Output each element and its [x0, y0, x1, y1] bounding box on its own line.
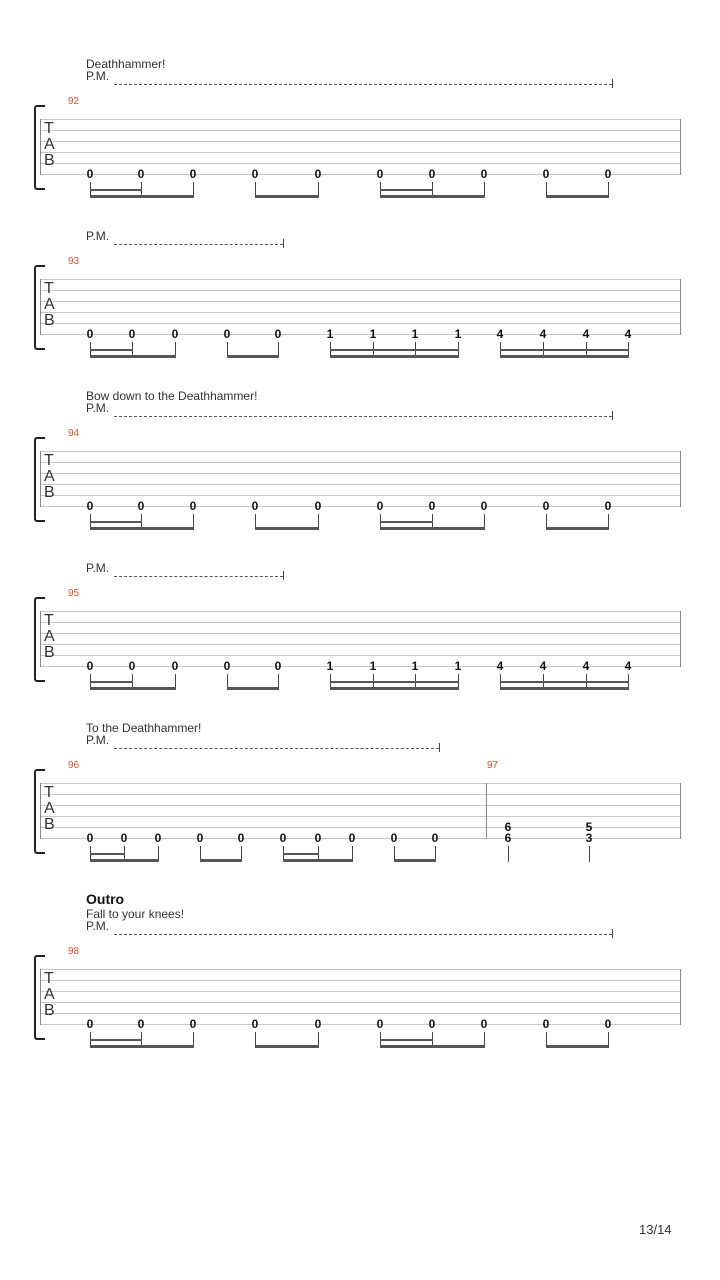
staff-line — [40, 644, 681, 645]
tab-note: 0 — [189, 1017, 197, 1031]
tab-clef-b: B — [44, 644, 55, 661]
tab-note: 4 — [624, 327, 632, 341]
barline-end — [680, 119, 681, 175]
staff-line — [40, 119, 681, 120]
tab-note: 4 — [496, 327, 504, 341]
tab-note: 0 — [376, 1017, 384, 1031]
staff-line — [40, 611, 681, 612]
staff-line — [40, 816, 681, 817]
tab-note: 0 — [314, 167, 322, 181]
staff-line — [40, 484, 681, 485]
tab-note: 0 — [251, 1017, 259, 1031]
tab-note: 1 — [454, 659, 462, 673]
tab-clef-a: A — [44, 136, 55, 153]
measure-number: 96 — [68, 760, 80, 771]
staff-line — [40, 451, 681, 452]
note-beam — [255, 1045, 319, 1048]
tab-note: 4 — [539, 327, 547, 341]
note-beam-secondary — [500, 349, 629, 351]
tab-note: 0 — [274, 659, 282, 673]
tab-clef-t: T — [44, 784, 54, 801]
note-beam — [546, 1045, 609, 1048]
tab-chord-note: 6 — [504, 820, 512, 834]
staff-line — [40, 633, 681, 634]
tab-note: 4 — [582, 327, 590, 341]
palm-mute-label: P.M. — [86, 229, 110, 243]
tab-note: 0 — [428, 1017, 436, 1031]
tab-note: 0 — [86, 167, 94, 181]
staff-line — [40, 969, 681, 970]
note-beam — [500, 687, 629, 690]
tab-note: 0 — [223, 327, 231, 341]
tab-note: 0 — [480, 499, 488, 513]
tab-note: 0 — [86, 327, 94, 341]
tab-clef-a: A — [44, 800, 55, 817]
tab-clef-b: B — [44, 816, 55, 833]
staff-line — [40, 323, 681, 324]
tab-note: 4 — [582, 659, 590, 673]
lyric-text: Bow down to the Deathhammer! — [86, 389, 258, 403]
tab-note: 0 — [86, 659, 94, 673]
barline-end — [680, 783, 681, 839]
tab-note: 0 — [314, 1017, 322, 1031]
barline-measure — [486, 783, 487, 839]
note-beam — [283, 859, 353, 862]
tab-note: 0 — [542, 499, 550, 513]
note-beam — [90, 687, 176, 690]
staff-line — [40, 152, 681, 153]
tab-clef-t: T — [44, 452, 54, 469]
note-beam — [227, 687, 279, 690]
tab-note: 0 — [431, 831, 439, 845]
staff-line — [40, 141, 681, 142]
tab-note: 1 — [454, 327, 462, 341]
staff-line — [40, 991, 681, 992]
tab-note: 0 — [189, 167, 197, 181]
tab-note: 0 — [128, 327, 136, 341]
tab-note: 0 — [120, 831, 128, 845]
note-beam — [90, 355, 176, 358]
note-beam — [90, 195, 194, 198]
note-beam-secondary — [380, 189, 433, 191]
note-beam-secondary — [90, 681, 133, 683]
staff-line — [40, 495, 681, 496]
staff-line — [40, 980, 681, 981]
staff-line — [40, 655, 681, 656]
staff-line — [40, 473, 681, 474]
tab-note: 4 — [624, 659, 632, 673]
tab-note: 0 — [390, 831, 398, 845]
tab-note: 0 — [86, 1017, 94, 1031]
tab-note: 0 — [154, 831, 162, 845]
note-beam — [330, 355, 459, 358]
note-beam — [90, 527, 194, 530]
tab-note: 0 — [428, 167, 436, 181]
note-beam — [330, 687, 459, 690]
tab-note: 0 — [86, 499, 94, 513]
tab-note: 1 — [326, 659, 334, 673]
note-beam-secondary — [330, 349, 459, 351]
measure-number: 95 — [68, 588, 80, 599]
tab-note: 0 — [251, 167, 259, 181]
tab-clef-t: T — [44, 120, 54, 137]
tab-note: 4 — [496, 659, 504, 673]
tab-note: 1 — [369, 327, 377, 341]
staff-line — [40, 783, 681, 784]
note-beam — [380, 527, 485, 530]
staff-line — [40, 290, 681, 291]
note-beam — [500, 355, 629, 358]
tab-note: 0 — [251, 499, 259, 513]
tab-clef-t: T — [44, 280, 54, 297]
note-beam — [394, 859, 436, 862]
palm-mute-line — [114, 84, 612, 85]
measure-number: 93 — [68, 256, 80, 267]
measure-number: 94 — [68, 428, 80, 439]
staff-line — [40, 1024, 681, 1025]
tab-clef-b: B — [44, 152, 55, 169]
tab-chord-note: 3 — [585, 831, 593, 845]
tab-note: 0 — [137, 499, 145, 513]
tab-note: 0 — [348, 831, 356, 845]
tab-note: 0 — [189, 499, 197, 513]
note-beam — [200, 859, 242, 862]
barline-end — [680, 611, 681, 667]
staff-line — [40, 174, 681, 175]
tab-note: 0 — [223, 659, 231, 673]
palm-mute-end — [612, 79, 613, 88]
tab-note: 0 — [314, 499, 322, 513]
tab-note: 1 — [411, 327, 419, 341]
staff-line — [40, 794, 681, 795]
staff-line — [40, 805, 681, 806]
tab-chord-note: 6 — [504, 831, 512, 845]
tab-note: 0 — [376, 167, 384, 181]
tab-note: 0 — [128, 659, 136, 673]
tab-note: 0 — [428, 499, 436, 513]
palm-mute-end — [439, 743, 440, 752]
tab-chord-note: 5 — [585, 820, 593, 834]
staff-line — [40, 163, 681, 164]
lyric-text: Deathhammer! — [86, 57, 166, 71]
tab-note: 0 — [376, 499, 384, 513]
tab-note: 0 — [171, 327, 179, 341]
note-beam-secondary — [90, 853, 125, 855]
tab-note: 1 — [326, 327, 334, 341]
measure-number: 98 — [68, 946, 80, 957]
tab-note: 1 — [411, 659, 419, 673]
tab-note: 0 — [604, 499, 612, 513]
note-beam — [380, 195, 485, 198]
tab-note: 0 — [604, 167, 612, 181]
tab-note: 0 — [542, 167, 550, 181]
staff-line — [40, 301, 681, 302]
tab-note: 0 — [237, 831, 245, 845]
palm-mute-label: P.M. — [86, 561, 110, 575]
palm-mute-label: P.M. — [86, 401, 110, 415]
tab-clef-a: A — [44, 296, 55, 313]
barline-end — [680, 969, 681, 1025]
tab-clef-a: A — [44, 986, 55, 1003]
palm-mute-label: P.M. — [86, 919, 110, 933]
palm-mute-line — [114, 416, 612, 417]
note-beam — [255, 195, 319, 198]
staff-line — [40, 279, 681, 280]
palm-mute-line — [114, 748, 439, 749]
tab-note: 0 — [274, 327, 282, 341]
note-beam-secondary — [500, 681, 629, 683]
palm-mute-label: P.M. — [86, 733, 110, 747]
tab-clef-t: T — [44, 970, 54, 987]
note-beam-secondary — [283, 853, 319, 855]
staff-line — [40, 130, 681, 131]
tab-note: 0 — [314, 831, 322, 845]
palm-mute-end — [283, 239, 284, 248]
tab-note: 0 — [137, 167, 145, 181]
staff-line — [40, 312, 681, 313]
tab-note: 0 — [137, 1017, 145, 1031]
staff-line — [40, 1002, 681, 1003]
staff-line — [40, 462, 681, 463]
note-beam — [255, 527, 319, 530]
note-beam — [227, 355, 279, 358]
staff-line — [40, 506, 681, 507]
tab-note: 0 — [171, 659, 179, 673]
tab-note: 0 — [480, 167, 488, 181]
lyric-text: Fall to your knees! — [86, 907, 185, 921]
palm-mute-label: P.M. — [86, 69, 110, 83]
tab-clef-b: B — [44, 484, 55, 501]
tab-note: 1 — [369, 659, 377, 673]
tab-note: 0 — [542, 1017, 550, 1031]
tab-note: 0 — [480, 1017, 488, 1031]
palm-mute-line — [114, 576, 283, 577]
note-stem — [589, 846, 590, 862]
note-beam — [546, 195, 609, 198]
tab-clef-t: T — [44, 612, 54, 629]
palm-mute-end — [612, 929, 613, 938]
tab-note: 0 — [86, 831, 94, 845]
tab-clef-b: B — [44, 312, 55, 329]
barline-end — [680, 451, 681, 507]
page-number: 13/14 — [639, 1222, 672, 1237]
note-beam-secondary — [90, 349, 133, 351]
tab-clef-b: B — [44, 1002, 55, 1019]
note-beam-secondary — [380, 521, 433, 523]
palm-mute-line — [114, 244, 283, 245]
tab-clef-a: A — [44, 628, 55, 645]
palm-mute-end — [283, 571, 284, 580]
measure-number: 92 — [68, 96, 80, 107]
note-beam — [90, 1045, 194, 1048]
palm-mute-line — [114, 934, 612, 935]
staff-line — [40, 1013, 681, 1014]
note-beam — [90, 859, 159, 862]
note-beam — [546, 527, 609, 530]
note-beam-secondary — [90, 189, 142, 191]
note-beam-secondary — [90, 1039, 142, 1041]
section-title: Outro — [86, 891, 125, 907]
measure-number: 97 — [487, 760, 499, 771]
tab-note: 4 — [539, 659, 547, 673]
palm-mute-end — [612, 411, 613, 420]
tab-note: 0 — [279, 831, 287, 845]
tab-note: 0 — [604, 1017, 612, 1031]
barline-end — [680, 279, 681, 335]
note-beam-secondary — [380, 1039, 433, 1041]
note-beam-secondary — [330, 681, 459, 683]
tab-clef-a: A — [44, 468, 55, 485]
lyric-text: To the Deathhammer! — [86, 721, 202, 735]
note-beam-secondary — [90, 521, 142, 523]
note-stem — [508, 846, 509, 862]
staff-line — [40, 622, 681, 623]
note-beam — [380, 1045, 485, 1048]
tab-note: 0 — [196, 831, 204, 845]
